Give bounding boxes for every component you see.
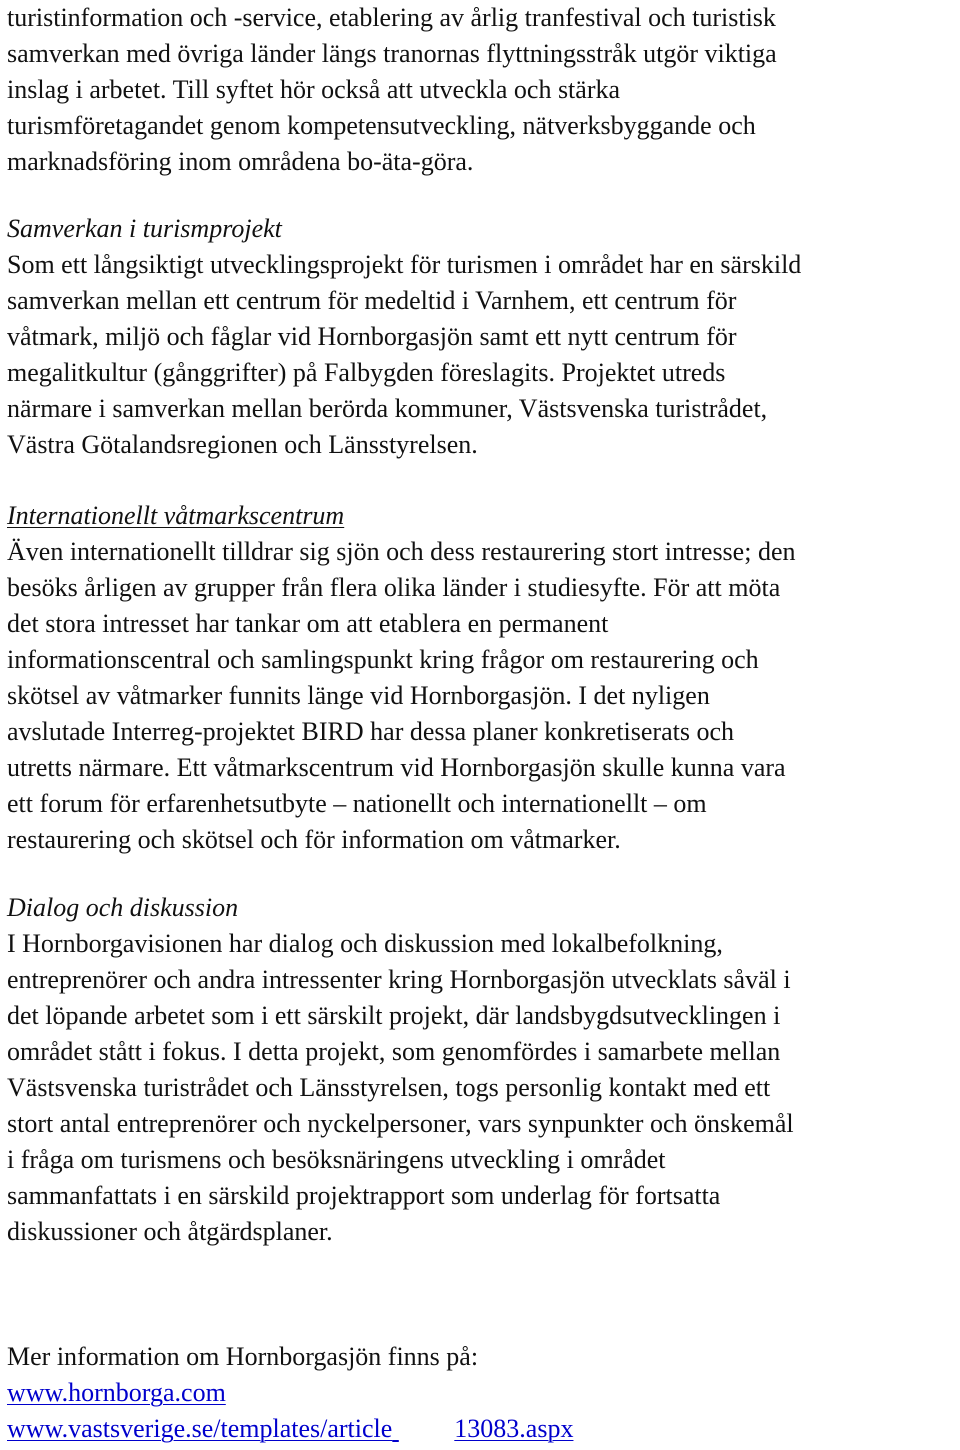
section-heading: Internationellt våtmarkscentrum <box>7 501 345 530</box>
section-heading: Samverkan i turismprojekt <box>7 214 282 243</box>
text-line: Som ett långsiktigt utvecklingsprojekt för turismen i området har en särskild <box>7 250 802 279</box>
text-line: stort antal entreprenörer och nyckelpersoner, vars synpunkter och önskemål <box>7 1109 794 1138</box>
section-dialog <box>7 890 957 1250</box>
text-line: Även internationellt tilldrar sig sjön och dess restaurering stort intresse; den <box>7 537 796 566</box>
text-line: området stått i fokus. I detta projekt, som genomfördes i samarbete mellan <box>7 1037 781 1066</box>
text-line: diskussioner och åtgärdsplaner. <box>7 1217 333 1246</box>
text-line: samverkan mellan ett centrum för medeltid i Varnhem, ett centrum för <box>7 286 737 315</box>
link-gap <box>392 1411 454 1447</box>
text-line: turistinformation och -service, etablering av årlig tranfestival och turistisk <box>7 3 776 32</box>
text-line: informationscentral och samlingspunkt kring frågor om restaurering och <box>7 645 759 674</box>
text-line: skötsel av våtmarker funnits länge vid Hornborgasjön. I det nyligen <box>7 681 710 710</box>
text-line: ett forum för erfarenhetsutbyte – nationellt och internationellt – om <box>7 789 707 818</box>
text-line: i fråga om turismens och besöksnäringens utveckling i området <box>7 1145 666 1174</box>
text-line: inslag i arbetet. Till syftet hör också att utveckla och stärka <box>7 75 621 104</box>
section-heading: Dialog och diskussion <box>7 893 239 922</box>
section-vatmarkscentrum <box>7 498 957 858</box>
text-line: avslutade Interreg-projektet BIRD har dessa planer konkretiserats och <box>7 717 735 746</box>
link-text-part: 13083.aspx <box>454 1414 574 1443</box>
text-line: våtmark, miljö och fåglar vid Hornborgasjön samt ett nytt centrum för <box>7 322 737 351</box>
vastsverige-link[interactable] <box>7 1414 573 1443</box>
text-line: sammanfattats i en särskild projektrapport som underlag för fortsatta <box>7 1181 721 1210</box>
text-line: besöks årligen av grupper från flera olika länder i studiesyfte. För att möta <box>7 573 781 602</box>
link-line <box>7 1411 957 1447</box>
text-line: närmare i samverkan mellan berörda kommuner, Västsvenska turistrådet, <box>7 394 768 423</box>
text-line: det löpande arbetet som i ett särskilt projekt, där landsbygdsutvecklingen i <box>7 1001 781 1030</box>
text-line: restaurering och skötsel och för information om våtmarker. <box>7 825 621 854</box>
intro-paragraph <box>7 0 957 180</box>
hornborga-link[interactable]: www.hornborga.com <box>7 1378 226 1407</box>
text-line: Västra Götalandsregionen och Länsstyrelsen. <box>7 430 478 459</box>
text-line: utretts närmare. Ett våtmarkscentrum vid Hornborgasjön skulle kunna vara <box>7 753 786 782</box>
text-line: turismföretagandet genom kompetensutveckling, nätverksbyggande och <box>7 111 756 140</box>
text-line: entreprenörer och andra intressenter kring Hornborgasjön utvecklats såväl i <box>7 965 791 994</box>
text-line: samverkan med övriga länder längs tranornas flyttningsstråk utgör viktiga <box>7 39 777 68</box>
text-line: I Hornborgavisionen har dialog och diskussion med lokalbefolkning, <box>7 929 723 958</box>
more-info <box>7 1339 957 1447</box>
link-line <box>7 1375 957 1411</box>
text-line: megalitkultur (gånggrifter) på Falbygden föreslagits. Projektet utreds <box>7 358 726 387</box>
text-line: det stora intresset har tankar om att etablera en permanent <box>7 609 609 638</box>
section-samverkan <box>7 211 957 463</box>
link-text-part: www.vastsverige.se/templates/article <box>7 1414 393 1443</box>
text-line: marknadsföring inom områdena bo-äta-göra. <box>7 147 474 176</box>
text-line: Västsvenska turistrådet och Länsstyrelsen, togs personlig kontakt med ett <box>7 1073 771 1102</box>
more-info-label: Mer information om Hornborgasjön finns på: <box>7 1342 479 1371</box>
